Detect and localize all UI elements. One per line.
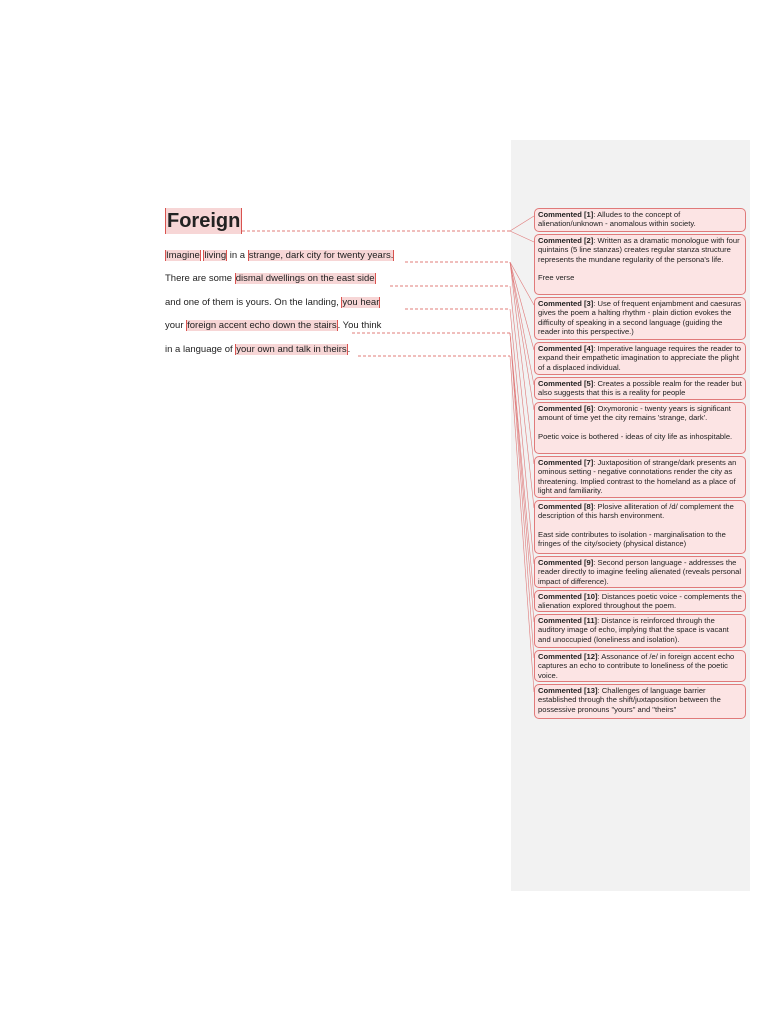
- comment-text: Free verse: [538, 273, 575, 283]
- commented-text[interactable]: dismal dwellings on the east side: [235, 273, 375, 284]
- poem-text: in a language of: [165, 344, 236, 355]
- poem-text: . You think: [337, 320, 382, 331]
- comment-label: Commented [10]: [538, 592, 598, 601]
- comment-balloon-4[interactable]: [534, 342, 746, 375]
- comment-text: Commented [7]: Juxtaposition of strange/dark presents an ominous setting - negative connotations render the city as threatening. Implied contrast to the homeland as a place of light and familiarity.: [538, 458, 737, 496]
- comment-balloon-13[interactable]: [534, 684, 746, 719]
- comment-text: Commented [2]: Written as a dramatic monologue with four quintains (5 line stanzas) creates regular stanza structure represents the mundane regularity of the persona's life.: [538, 236, 740, 264]
- comment-balloon-8[interactable]: [534, 500, 746, 554]
- comment-label: Commented [6]: [538, 404, 594, 413]
- comment-text: Commented [3]: Use of frequent enjambment and caesuras gives the poem a halting rhythm - plain diction evokes the difficulty of speaking in a second language (guiding the reader into this perspective.): [538, 299, 742, 337]
- poem-line-5: [165, 344, 350, 356]
- comment-balloon-7[interactable]: [534, 456, 746, 498]
- comment-text: Commented [6]: Oxymoronic - twenty years is significant amount of time yet the city remains 'strange, dark'.: [538, 404, 731, 423]
- comment-text: East side contributes to isolation - marginalisation to the fringes of the city/society (physical distance): [538, 529, 726, 549]
- comment-balloon-6[interactable]: [534, 402, 746, 454]
- comment-label: Commented [4]: [538, 344, 594, 353]
- comment-text: Commented [9]: Second person language - addresses the reader directly to imagine feeling alienated (reveals personal impact of difference).: [538, 558, 742, 586]
- commented-text[interactable]: your own and talk in theirs: [236, 344, 347, 355]
- comment-balloon-9[interactable]: [534, 556, 746, 588]
- comment-balloon-3[interactable]: [534, 297, 746, 340]
- comment-text: Poetic voice is bothered - ideas of city life as inhospitable.: [538, 431, 733, 441]
- comment-balloon-10[interactable]: [534, 590, 746, 612]
- comment-label: Commented [12]: [538, 652, 598, 661]
- poem-line-1: [165, 250, 394, 262]
- poem-title[interactable]: Foreign: [167, 210, 241, 232]
- commented-text[interactable]: Imagine: [166, 250, 200, 261]
- comment-label: Commented [2]: [538, 236, 594, 245]
- poem-text: .: [347, 344, 351, 355]
- poem-text: in a: [227, 250, 248, 261]
- comment-label: Commented [8]: [538, 502, 594, 511]
- commented-text[interactable]: strange, dark city for twenty years.: [248, 250, 394, 261]
- comment-label: Commented [11]: [538, 616, 598, 625]
- comment-label: Commented [1]: [538, 210, 594, 219]
- comment-balloon-5[interactable]: [534, 377, 746, 400]
- comment-balloon-2[interactable]: [534, 234, 746, 295]
- comment-label: Commented [5]: [538, 379, 594, 388]
- comment-text: Commented [12]: Assonance of /e/ in foreign accent echo captures an echo to contribute to loneliness of the poetic voice.: [538, 652, 735, 680]
- comment-text: Commented [5]: Creates a possible realm for the reader but also suggests that this is a reality for people: [538, 379, 742, 398]
- poem-line-2: [165, 273, 376, 285]
- commented-text[interactable]: foreign accent echo down the stairs: [187, 320, 337, 331]
- poem-text: your: [165, 320, 187, 331]
- poem-line-3: [165, 297, 380, 309]
- comment-text: Commented [10]: Distances poetic voice - complements the alienation explored throughout the poem.: [538, 592, 742, 611]
- comment-text: Commented [13]: Challenges of language barrier established through the shift/juxtaposition between the possessive pronouns "yours" and "theirs": [538, 686, 721, 714]
- commented-text[interactable]: you hear: [342, 297, 380, 308]
- comment-text: Commented [4]: Imperative language requires the reader to expand their empathetic imagination to appreciate the plight of a displaced individual.: [538, 344, 742, 372]
- commented-text[interactable]: living: [204, 250, 227, 261]
- comment-text: Commented [1]: Alludes to the concept of alienation/unknown - anomalous within society.: [538, 210, 696, 229]
- poem-text: and one of them is yours. On the landing,: [165, 297, 342, 308]
- comment-label: Commented [7]: [538, 458, 594, 467]
- poem-text: There are some: [165, 273, 235, 284]
- comment-balloon-11[interactable]: [534, 614, 746, 648]
- comment-text: Commented [8]: Plosive alliteration of /d/ complement the description of this harsh environment.: [538, 502, 734, 521]
- comment-balloon-1[interactable]: [534, 208, 746, 232]
- comment-label: Commented [3]: [538, 299, 594, 308]
- comment-label: Commented [9]: [538, 558, 594, 567]
- comment-label: Commented [13]: [538, 686, 598, 695]
- poem-line-4: [165, 320, 381, 332]
- comment-balloon-12[interactable]: [534, 650, 746, 682]
- comment-text: Commented [11]: Distance is reinforced through the auditory image of echo, implying that the space is vacant and unoccupied (loneliness and isolation).: [538, 616, 729, 644]
